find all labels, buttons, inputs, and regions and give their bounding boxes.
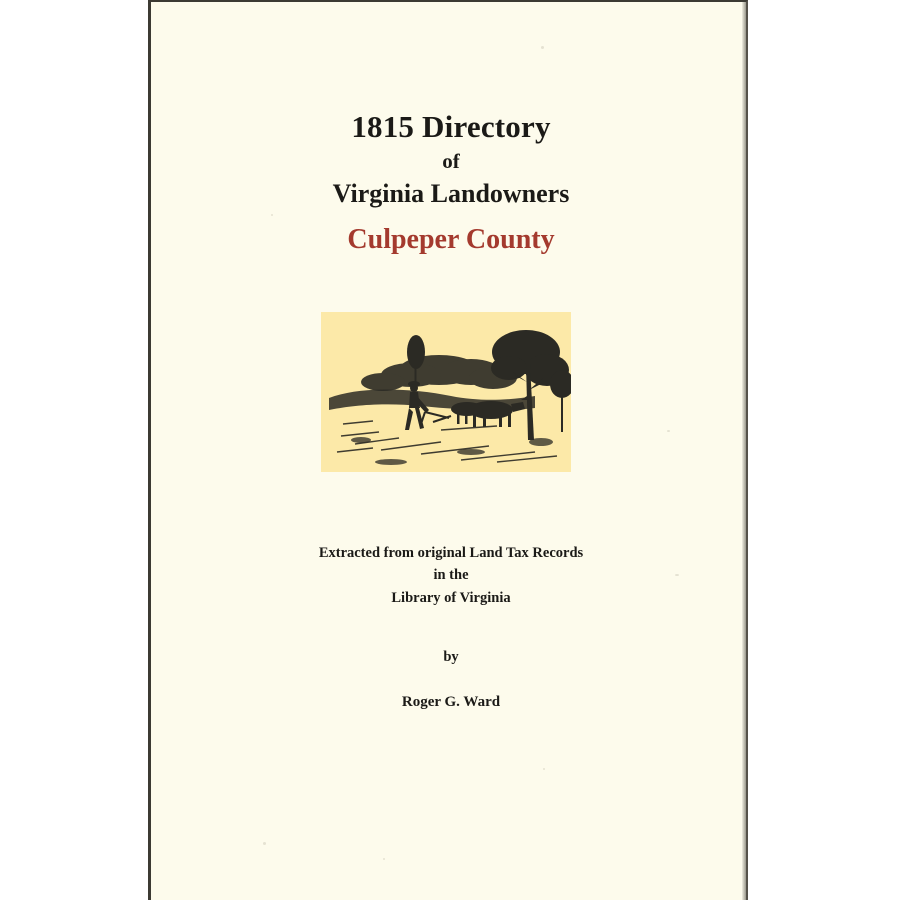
source-line-1: Extracted from original Land Tax Records bbox=[318, 545, 584, 561]
cover-credits-block bbox=[151, 542, 748, 711]
source-line-3: Library of Virginia bbox=[391, 589, 511, 606]
page-title: 1815 Directory bbox=[351, 109, 551, 144]
author-name: Roger G. Ward bbox=[401, 694, 501, 711]
source-line-2: in the bbox=[433, 567, 469, 584]
page-subtitle: Virginia Landowners bbox=[332, 178, 570, 208]
paper-speckle bbox=[383, 858, 385, 860]
cover-title-block bbox=[151, 110, 748, 209]
paper-speckle bbox=[667, 430, 670, 432]
plowing-scene-illustration-svg bbox=[321, 312, 571, 472]
paper-speckle bbox=[271, 214, 273, 216]
paper-speckle bbox=[543, 768, 545, 770]
book-cover bbox=[148, 0, 748, 900]
title-connector: of bbox=[442, 149, 460, 174]
paper-speckle bbox=[263, 842, 266, 845]
plowing-scene-engraving bbox=[321, 312, 571, 472]
paper-speckle bbox=[541, 46, 544, 49]
by-label: by bbox=[443, 649, 459, 666]
county-name: Culpeper County bbox=[347, 224, 555, 255]
